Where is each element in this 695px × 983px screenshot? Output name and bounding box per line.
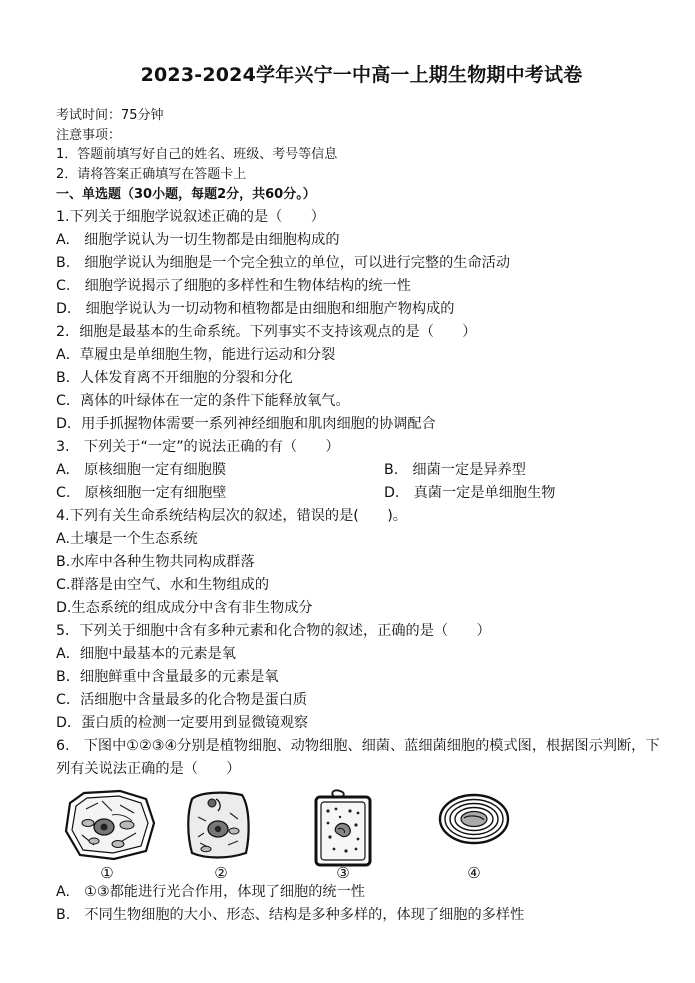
option-d: D．用手抓握物体需要一系列神经细胞和肌肉细胞的协调配合 [56,416,436,432]
figure-label: ① [100,864,114,882]
figure-label: ③ [336,864,350,882]
question-stem: 1.下列关于细胞学说叙述正确的是（ ） [56,209,325,225]
notice-item: 2．请将答案正确填写在答题卡上 [56,166,247,182]
exam-time: 考试时间：75分钟 [56,108,164,123]
option-a: A. 细胞学说认为一切生物都是由细胞构成的 [56,232,340,248]
question-stem: 2．细胞是最基本的生命系统。下列事实不支持该观点的是（ ） [56,324,477,340]
option-d: D. 真菌一定是单细胞生物 [384,485,556,501]
option-b: B．细胞鲜重中含量最多的元素是氧 [56,669,279,685]
option-row [56,482,667,505]
exam-title: 2023-2024学年兴宁一中高一上期生物期中考试卷 [140,64,583,86]
figure-label: ② [214,864,228,882]
option-c: C．活细胞中含量最多的化合物是蛋白质 [56,692,308,708]
option-b: B. 细胞学说认为细胞是一个完全独立的单位，可以进行完整的生命活动 [56,255,511,271]
option-row [56,459,667,482]
option-b: B．人体发育离不开细胞的分裂和分化 [56,370,293,386]
question-stem: 4.下列有关生命系统结构层次的叙述，错误的是( )。 [56,508,407,524]
option-d: D.生态系统的组成成分中含有非生物成分 [56,600,313,616]
option-c: C. 细胞学说揭示了细胞的多样性和生物体结构的统一性 [56,278,411,294]
option-d: D. 细胞学说认为一切动物和植物都是由细胞和细胞产物构成的 [56,301,455,317]
figure-label: ④ [467,864,481,882]
option-a: A．细胞中最基本的元素是氧 [56,646,236,662]
cell-diagrams [56,789,667,881]
question-stem: 6. 下图中①②③④分别是植物细胞、动物细胞、细菌、蓝细菌细胞的模式图，根据图示判断，下列有关说法正确的是（ ） [56,738,660,777]
option-c: C.群落是由空气、水和生物组成的 [56,577,270,593]
cyanobacterium-diagram [436,789,512,849]
question-stem: 5．下列关于细胞中含有多种元素和化合物的叙述，正确的是（ ） [56,623,491,639]
option-d: D．蛋白质的检测一定要用到显微镜观察 [56,715,309,731]
option-a: A. 原核细胞一定有细胞膜 [56,462,227,478]
animal-cell-diagram [184,789,254,863]
option-c: C. 原核细胞一定有细胞壁 [56,485,227,501]
option-b: B. 细菌一定是异养型 [384,462,526,478]
plant-cell-diagram [62,789,158,861]
bacterium-diagram [310,789,376,869]
option-c: C．离体的叶绿体在一定的条件下能释放氧气。 [56,393,350,409]
option-a: A.土壤是一个生态系统 [56,531,198,547]
notice-item: 1．答题前填写好自己的姓名、班级、考号等信息 [56,147,338,162]
option-a: A．草履虫是单细胞生物，能进行运动和分裂 [56,347,336,363]
option-b: B.水库中各种生物共同构成群落 [56,554,255,570]
option-b: B. 不同生物细胞的大小、形态、结构是多种多样的，体现了细胞的多样性 [56,907,525,923]
question-stem: 3. 下列关于“一定”的说法正确的有（ ） [56,439,340,455]
section-title: 一、单选题（30小题，每题2分，共60分。） [56,187,316,202]
notice-heading: 注意事项： [56,127,122,143]
option-a: A. ①③都能进行光合作用，体现了细胞的统一性 [56,884,365,900]
